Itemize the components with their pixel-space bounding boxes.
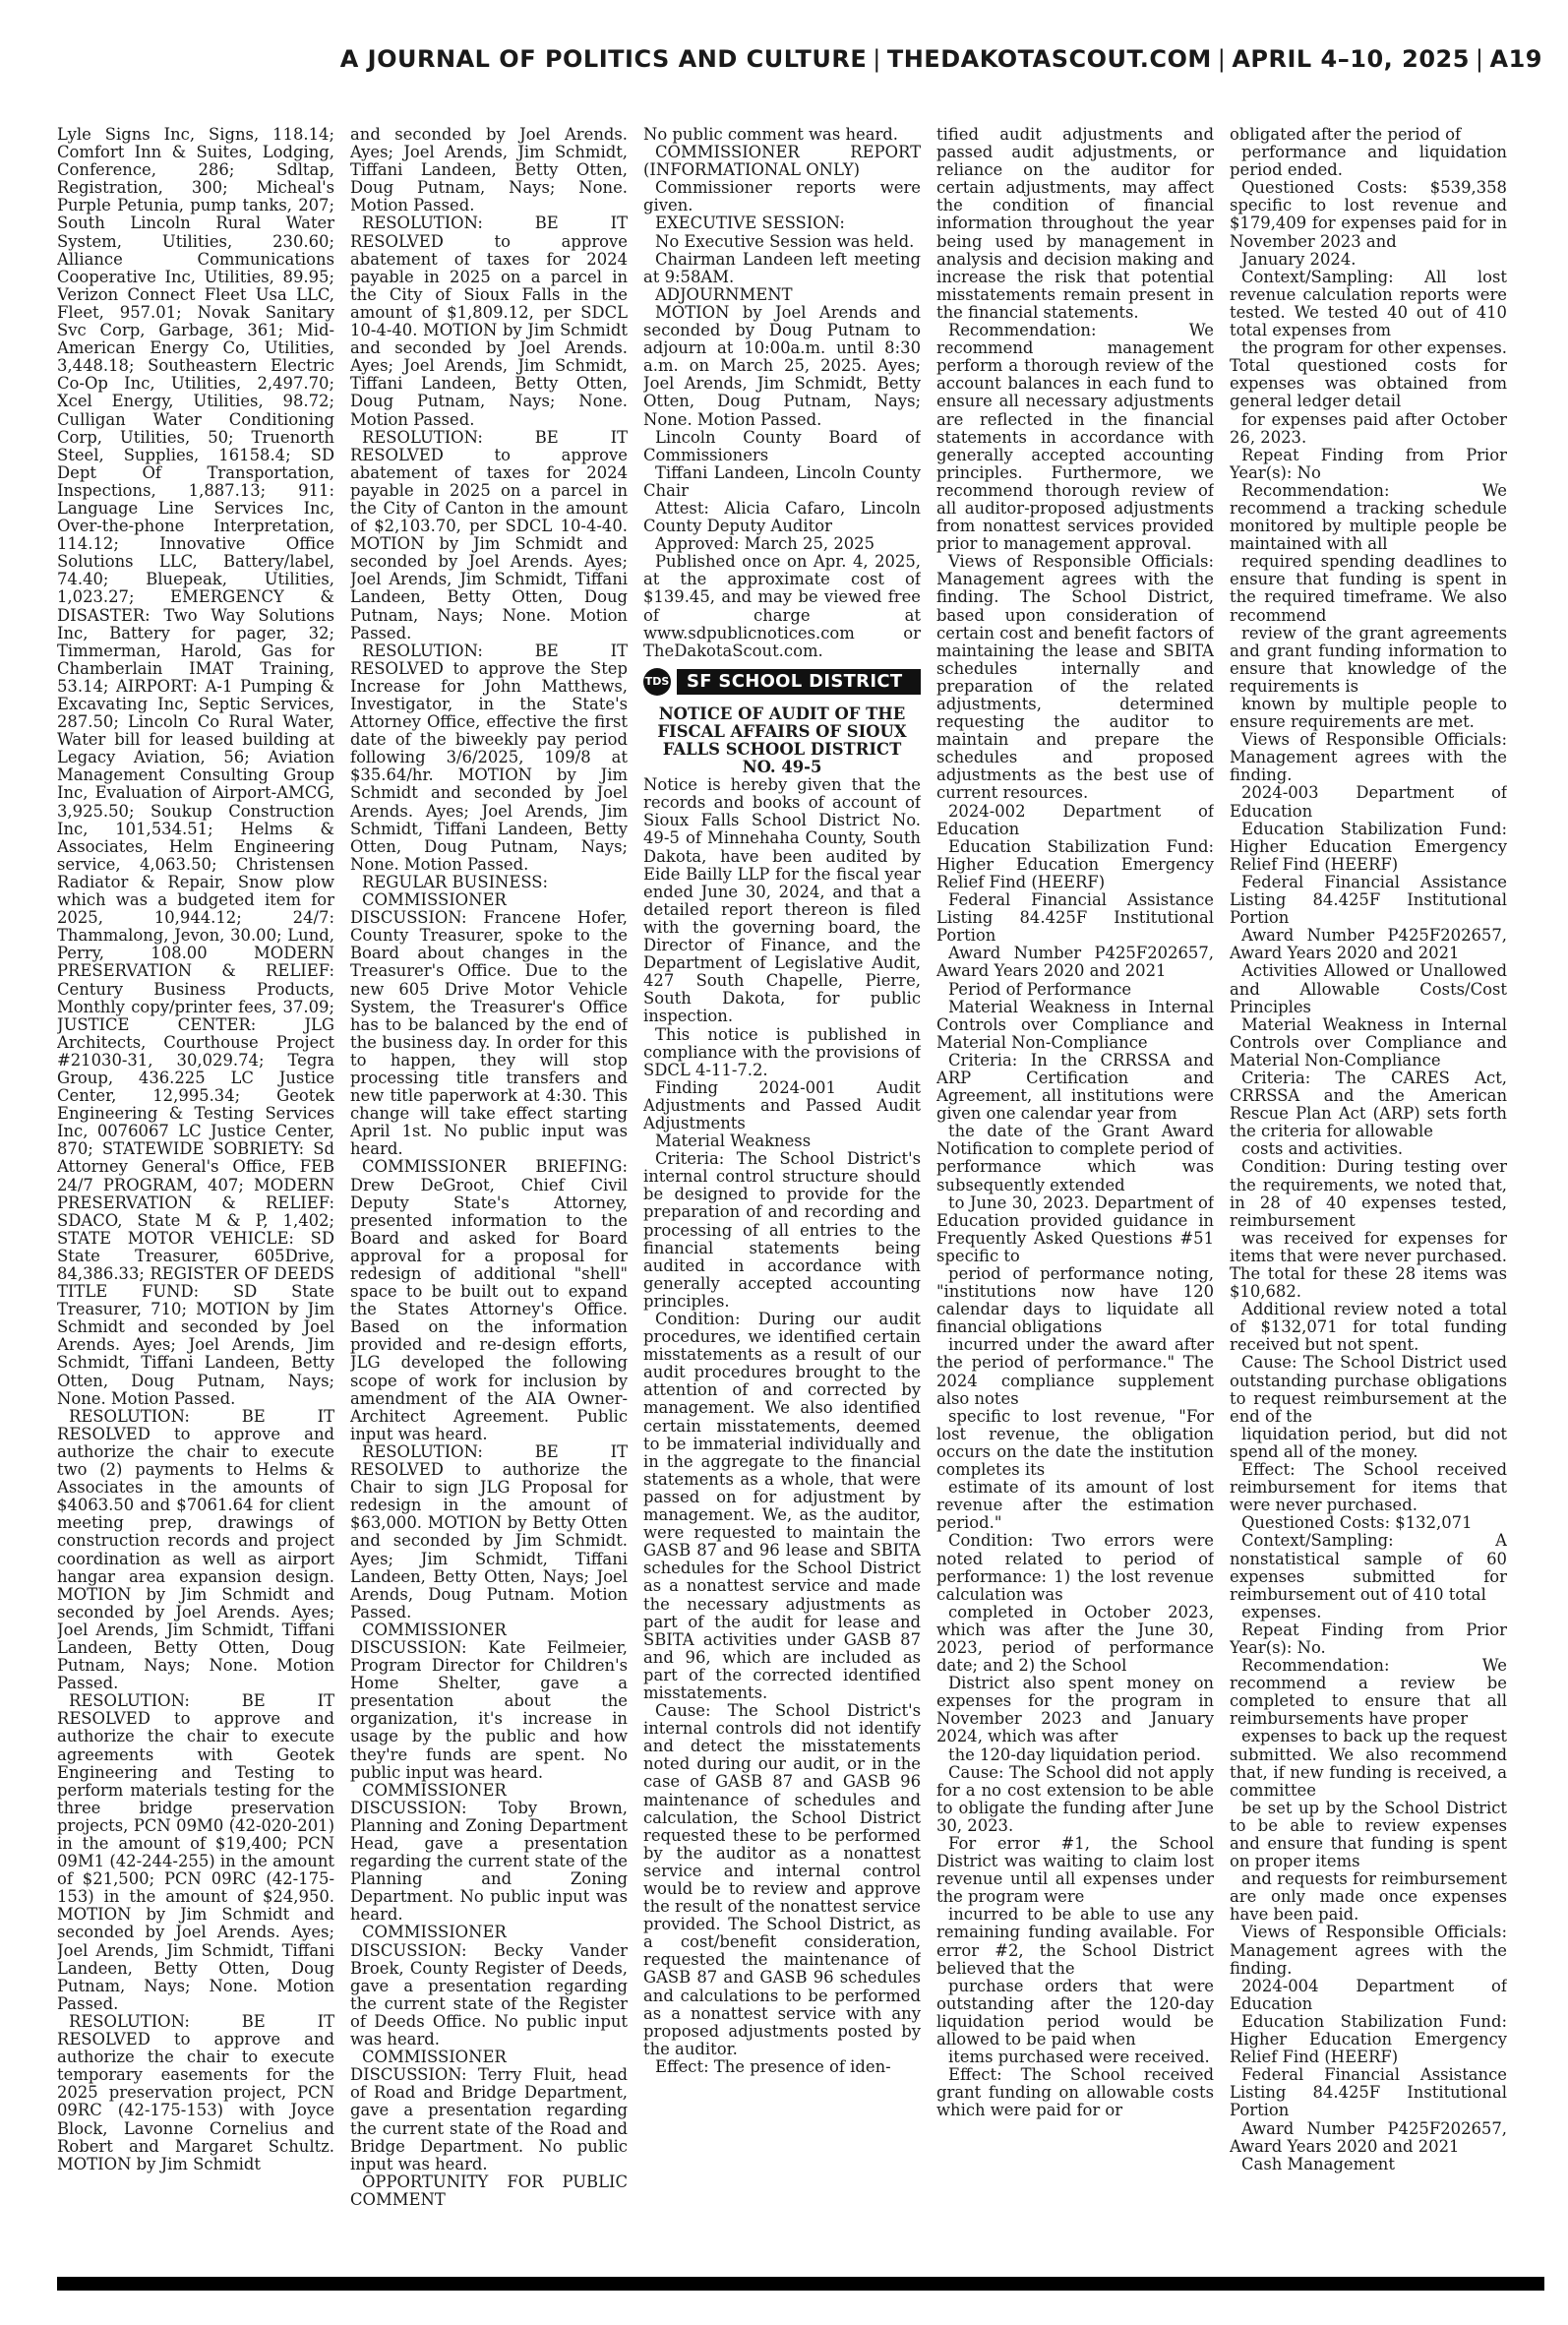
- paragraph: Condition: Two errors were noted related to period of performance: 1) the lost revenue calculation was: [936, 1531, 1214, 1604]
- paragraph: Cash Management: [1241, 2154, 1395, 2173]
- paragraph: the 120-day liquidation period.: [948, 1744, 1201, 1764]
- paragraph: Education Stabilization Fund: Higher Education Emergency Relief Find (HEERF): [1230, 2011, 1507, 2067]
- paragraph: Cause: The School District's internal controls did not identify and detect the misstatements noted during our audit, or in the case of GASB 87 and GASB 96 maintenance of schedules and calculation, the School District requested these to be performed by the auditor as a nonattest service and internal control would be to review and approve the result of the nonattest service provided. The School District, as a cost/benefit consideration, requested the maintenance of GASB 87 and GASB 96 schedules and calculations to be performed as a nonattest service with any proposed adjustments posted by the auditor.: [643, 1701, 921, 2058]
- paragraph: RESOLUTION: BE IT RESOLVED to approve abatement of taxes for 2024 payable in 2025 on a parcel in the City of Canton in the amount of $2,103.70, per SDCL 10-4-40. MOTION by Jim Schmidt and seconded by Joel Arends. Ayes; Joel Arends, Jim Schmidt, Tiffani Landeen, Betty Otten, Doug Putnam, Nays; None. Motion Passed.: [350, 427, 628, 642]
- paragraph: Criteria: In the CRRSSA and ARP Certification and Agreement, all institutions were given one calendar year from: [936, 1050, 1214, 1124]
- page-header: [0, 0, 1568, 110]
- paragraph: 2024-003 Department of Education: [1230, 783, 1507, 821]
- logo-icon: TDS: [643, 668, 671, 696]
- paragraph: COMMISSIONER DISCUSSION: Toby Brown, Planning and Zoning Department Head, gave a presentation regarding the current state of the Planning and Zoning Department. No public input was heard.: [350, 1780, 628, 1925]
- page-number: A19: [1489, 45, 1542, 73]
- paragraph: purchase orders that were outstanding after the 120-day liquidation period would be allowed to be paid when: [936, 1976, 1214, 2050]
- paragraph: costs and activities.: [1241, 1139, 1404, 1159]
- paragraph: ADJOURNMENT: [655, 284, 793, 304]
- paragraph: Effect: The School received grant funding on allowable costs which were paid for or: [936, 2065, 1214, 2120]
- paragraph: Views of Responsible Officials: Management agrees with the finding.: [1230, 1923, 1507, 1978]
- paragraph: District also spent money on expenses for the program in November 2023 and January 2024, which was after: [936, 1674, 1214, 1746]
- paragraph: expenses.: [1241, 1602, 1322, 1621]
- paragraph: Commissioner reports were given.: [643, 178, 921, 215]
- paragraph: Lincoln County Board of Commissioners: [643, 427, 921, 464]
- paragraph: RESOLUTION: BE IT RESOLVED to approve and authorize the chair to execute agreements with Geotek Engineering and Testing to perform materials testing for the three bridge preservation projects, PCN 09M0 (42-020-201) in the amount of $19,400; PCN 09M1 (42-244-255) in the amount of $21,500; PCN 09RC (42-175-153) in the amount of $24,950. MOTION by Jim Schmidt and seconded by Joel Arends. Ayes; Joel Arends, Jim Schmidt, Tiffani Landeen, Betty Otten, Doug Putnam, Nays; None. Motion Passed.: [57, 1691, 334, 2013]
- column-3-bottom: [643, 776, 921, 2076]
- banner-label: SF SCHOOL DISTRICT: [677, 669, 921, 695]
- paragraph: for expenses paid after October 26, 2023.: [1230, 409, 1507, 447]
- paragraph: Activities Allowed or Unallowed and Allowable Costs/Cost Principles: [1230, 961, 1507, 1016]
- paragraph: liquidation period, but did not spend all of the money.: [1230, 1424, 1507, 1461]
- paragraph: Repeat Finding from Prior Year(s): No.: [1230, 1620, 1507, 1657]
- paragraph: Finding 2024-001 Audit Adjustments and Passed Audit Adjustments: [643, 1077, 921, 1132]
- notice-title: NOTICE OF AUDIT OF THE FISCAL AFFAIRS OF SIOUX FALLS SCHOOL DISTRICT NO. 49-5: [657, 704, 907, 777]
- paragraph: COMMISSIONER DISCUSSION: Becky Vander Broek, County Register of Deeds, gave a presentation regarding the current state of the Register of Deeds Office. No public input was heard.: [350, 1923, 628, 2050]
- paragraph: Cause: The School did not apply for a no cost extension to be able to obligate the funding after June 30, 2023.: [936, 1762, 1214, 1835]
- paragraph: Criteria: The CARES Act, CRRSSA and the American Rescue Plan Act (ARP) sets forth the criteria for allowable: [1230, 1068, 1507, 1141]
- paragraph: Context/Sampling: All lost revenue calculation reports were tested. We tested 40 out of 410 total expenses from: [1230, 267, 1507, 340]
- paragraph: Award Number P425F202657, Award Years 2020 and 2021: [936, 944, 1214, 981]
- paragraph: the date of the Grant Award Notification to complete period of performance which was subsequently extended: [936, 1122, 1214, 1194]
- paragraph: No Executive Session was held.: [655, 231, 915, 251]
- paragraph: Award Number P425F202657, Award Years 2020 and 2021: [1230, 926, 1507, 963]
- paragraph: Recommendation: We recommend a review be completed to ensure that all reimbursements have proper: [1230, 1656, 1507, 1729]
- paragraph: RESOLUTION: BE IT RESOLVED to approve abatement of taxes for 2024 payable in 2025 on a parcel in the City of Sioux Falls in the amount of $1,809.12, per SDCL 10-4-40. MOTION by Jim Schmidt and seconded by Joel Arends. Ayes; Joel Arends, Jim Schmidt, Tiffani Landeen, Betty Otten, Doug Putnam, Nays; None. Motion Passed.: [350, 214, 628, 429]
- paragraph: Questioned Costs: $132,071: [1241, 1513, 1473, 1533]
- paragraph: Additional review noted a total of $132,071 for total funding received but not spent.: [1230, 1300, 1507, 1355]
- paragraph: estimate of its amount of lost revenue after the estimation period.": [936, 1478, 1214, 1533]
- paragraph: the program for other expenses. Total questioned costs for expenses was obtained from general ledger detail: [1230, 338, 1507, 411]
- paragraph: incurred to be able to use any remaining funding available. For error #2, the School District believed that the: [936, 1905, 1214, 1978]
- section-banner: [643, 668, 921, 696]
- paragraph: items purchased were received.: [948, 2048, 1210, 2067]
- column-5: [1230, 126, 1507, 2269]
- paragraph: 2024-002 Department of Education: [936, 801, 1214, 838]
- paragraph: Criteria: The School District's internal control structure should be designed to provide for the preparation of and recording and processing of all entries to the financial statements being audited in accordance with generally accepted accounting principles.: [643, 1149, 921, 1311]
- bottom-rule: [57, 2277, 1544, 2291]
- paragraph: REGULAR BUSINESS:: [362, 872, 549, 891]
- paragraph: Period of Performance: [948, 979, 1132, 999]
- paragraph: Recommendation: We recommend management perform a thorough review of the account balances in each fund to ensure all necessary adjustments are reflected in the financial statements in accordance with generally accepted accounting principles. Furthermore, we recommend thorough review of all auditor-proposed adjustments from nonattest services provided prior to management approval.: [936, 321, 1214, 554]
- paragraph: Award Number P425F202657, Award Years 2020 and 2021: [1230, 2118, 1507, 2156]
- paragraph: known by multiple people to ensure requirements are met.: [1230, 695, 1507, 732]
- paragraph: obligated after the period of: [1230, 126, 1462, 144]
- issue-date: APRIL 4–10, 2025: [1232, 45, 1470, 73]
- paragraph: OPPORTUNITY FOR PUBLIC COMMENT: [350, 2172, 628, 2209]
- paragraph: expenses to back up the request submitted. We also recommend that, if new funding is received, a committee: [1230, 1727, 1507, 1800]
- paragraph: EXECUTIVE SESSION:: [655, 214, 845, 233]
- paragraph: required spending deadlines to ensure that funding is spent in the required timeframe. We also recommend: [1230, 552, 1507, 625]
- paragraph: RESOLUTION: BE IT RESOLVED to authorize the Chair to sign JLG Proposal for redesign in the amount of $63,000. MOTION by Betty Otten and seconded by Jim Schmidt. Ayes; Jim Schmidt, Tiffani Landeen, Betty Otten, Nays; Joel Arends, Doug Putnam. Motion Passed.: [350, 1441, 628, 1621]
- paragraph: RESOLUTION: BE IT RESOLVED to approve and authorize the chair to execute temporary easements for the 2025 preservation project, PCN 09RC (42-175-153) with Joyce Block, Lavonne Cornelius and Robert and Margaret Schultz. MOTION by Jim Schmidt: [57, 2011, 334, 2173]
- column-2: [350, 126, 628, 2269]
- paragraph: was received for expenses for items that were never purchased. The total for these 28 items was $10,682.: [1230, 1228, 1507, 1302]
- paragraph: tified audit adjustments and passed audit adjustments, or reliance on the auditor for certain adjustments, may affect the condition of financial information throughout the year being used by management in analysis and decision making and increase the risk that potential misstatements remain present in the financial statements.: [936, 126, 1214, 322]
- article-columns: [57, 126, 1544, 2269]
- paragraph: COMMISSIONER DISCUSSION: Kate Feilmeier, Program Director for Children's Home Shelter, gave a presentation about the organization, it's increase in usage by the public and how they're funds are spent. No public input was heard.: [350, 1620, 628, 1782]
- paragraph: This notice is published in compliance with the provisions of SDCL 4-11-7.2.: [643, 1024, 921, 1079]
- paragraph: Federal Financial Assistance Listing 84.425F Institutional Portion: [936, 890, 1214, 946]
- paragraph: Notice is hereby given that the records and books of account of Sioux Falls School District No. 49-5 of Minnehaha County, South Dakota, have been audited by Eide Bailly LLP for the fiscal year ended June 30, 2024, and that a detailed report thereon is filed with the governing board, the Director of Finance, and the Department of Legislative Audit, 427 South Chapelle, Pierre, South Dakota, for public inspection.: [643, 775, 921, 1026]
- paragraph: COMMISSIONER BRIEFING: Drew DeGroot, Chief Civil Deputy State's Attorney, presented information to the Board and asked for Board approval for a proposal for redesign of additional "shell" space to be built out to expand the States Attorney's Office. Based on the information provided and re-design efforts, JLG developed the following scope of work for inclusion by amendment of the AIA Owner-Architect Agreement. Public input was heard.: [350, 1157, 628, 1443]
- column-4: [936, 126, 1214, 2269]
- paragraph: RESOLUTION: BE IT RESOLVED to approve and authorize the chair to execute two (2) payments to Helms & Associates in the amounts of $4063.50 and $7061.64 for client meeting prep, drawings of construction records and project coordination as well as airport hangar area expansion design. MOTION by Jim Schmidt and seconded by Joel Arends. Ayes; Joel Arends, Jim Schmidt, Tiffani Landeen, Betty Otten, Doug Putnam, Nays; None. Motion Passed.: [57, 1406, 334, 1693]
- paragraph: review of the grant agreements and grant funding information to ensure that knowledge of the requirements is: [1230, 623, 1507, 696]
- paragraph: 2024-004 Department of Education: [1230, 1976, 1507, 2013]
- paragraph: Material Weakness in Internal Controls over Compliance and Material Non-Compliance: [936, 997, 1214, 1052]
- paragraph: For error #1, the School District was waiting to claim lost revenue until all expenses under the program were: [936, 1834, 1214, 1907]
- paragraph: Material Weakness: [655, 1132, 812, 1151]
- column-1: [57, 126, 334, 2269]
- paragraph: to June 30, 2023. Department of Education provided guidance in Frequently Asked Questions #51 specific to: [936, 1193, 1214, 1265]
- site-url[interactable]: THEDAKOTASCOUT.COM: [886, 45, 1212, 73]
- paragraph: Context/Sampling: A nonstatistical sample of 60 expenses submitted for reimbursement out of 410 total: [1230, 1531, 1507, 1604]
- paragraph: COMMISSIONER DISCUSSION: Terry Fluit, head of Road and Bridge Department, gave a presentation regarding the current state of the Road and Bridge Department. No public input was heard.: [350, 2048, 628, 2173]
- paragraph: be set up by the School District to be able to review expenses and ensure that funding is spent on proper items: [1230, 1798, 1507, 1871]
- paragraph: Education Stabilization Fund: Higher Education Emergency Relief Find (HEERF): [936, 836, 1214, 891]
- paragraph: Approved: March 25, 2025: [655, 534, 875, 554]
- paragraph: RESOLUTION: BE IT RESOLVED to approve the Step Increase for John Matthews, Investigator, in the State's Attorney Office, effective the first date of the biweekly pay period following 3/6/2025, 109/8 at $35.64/hr. MOTION by Jim Schmidt and seconded by Joel Arends. Ayes; Joel Arends, Jim Schmidt, Tiffani Landeen, Betty Otten, Doug Putnam, Nays; None. Motion Passed.: [350, 641, 628, 874]
- paragraph: Questioned Costs: $539,358 specific to lost revenue and $179,409 for expenses paid for in November 2023 and: [1230, 178, 1507, 251]
- paragraph: Effect: The School received reimbursement for items that were never purchased.: [1230, 1460, 1507, 1515]
- paragraph: and requests for reimbursement are only made once expenses have been paid.: [1230, 1869, 1507, 1925]
- paragraph: January 2024.: [1241, 249, 1357, 269]
- paragraph: Education Stabilization Fund: Higher Education Emergency Relief Find (HEERF): [1230, 819, 1507, 874]
- paragraph: specific to lost revenue, "For lost revenue, the obligation occurs on the date the institution completes its: [936, 1406, 1214, 1480]
- paragraph: Federal Financial Assistance Listing 84.425F Institutional Portion: [1230, 2065, 1507, 2120]
- paragraph: completed in October 2023, which was after the June 30, 2023, period of performance date; and 2) the School: [936, 1602, 1214, 1676]
- paragraph: Federal Financial Assistance Listing 84.425F Institutional Portion: [1230, 872, 1507, 928]
- paragraph: COMMISSIONER DISCUSSION: Francene Hofer, County Treasurer, spoke to the Board about changes in the Treasurer's Office. Due to the new 605 Drive Motor Vehicle System, the Treasurer's Office has to be balanced by the end of the business day. In order for this to happen, they will stop processing title transfers and new title paperwork at 4:30. This change will take effect starting April 1st. No public input was heard.: [350, 890, 628, 1159]
- paragraph: COMMISSIONER REPORT (INFORMATIONAL ONLY): [643, 143, 921, 180]
- paragraph: Tiffani Landeen, Lincoln County Chair: [643, 462, 921, 500]
- paragraph: period of performance noting, "institutions now have 120 calendar days to liquidate all financial obligations: [936, 1264, 1214, 1337]
- paragraph: Chairman Landeen left meeting at 9:58AM.: [643, 249, 921, 286]
- paragraph: Published once on Apr. 4, 2025, at the approximate cost of $139.45, and may be viewed free of charge at www.sdpublicnotices.com or TheDakotaScout.com.: [643, 552, 921, 660]
- column-3: [643, 126, 921, 2269]
- paragraph: Condition: During our audit procedures, we identified certain misstatements as a result of our audit procedures brought to the attention of and corrected by management. We also identified certain misstatements, deemed to be immaterial individually and in the aggregate to the financial statements as a whole, that were passed on for adjustment by management. We, as the auditor, were requested to maintain the GASB 87 and 96 lease and SBITA schedules for the School District as a nonattest service and made the necessary adjustments as part of the audit for lease and SBITA activities under GASB 87 and 96, which are included as part of the corrected identified misstatements.: [643, 1310, 921, 1702]
- paragraph: Lyle Signs Inc, Signs, 118.14; Comfort Inn & Suites, Lodging, Conference, 286; Sdltap, Registration, 300; Micheal's Purple Petunia, pump tanks, 207; South Lincoln Rural Water System, Utilities, 230.60; Alliance Communications Cooperative Inc, Utilities, 89.95; Verizon Connect Fleet Usa LLC, Fleet, 957.01; Novak Sanitary Svc Corp, Garbage, 361; Mid-American Energy Co, Utilities, 3,448.18; Southeastern Electric Co-Op Inc, Utilities, 2,497.70; Xcel Energy, Utilities, 98.72; Culligan Water Conditioning Corp, Utilities, 50; Truenorth Steel, Supplies, 16158.4; SD Dept Of Transportation, Inspections, 1,887.13; 911: Language Line Services Inc, Over-the-phone Interpretation, 114.12; Innovative Office Solutions LLC, Battery/label, 74.40; Bluepeak, Utilities, 1,023.27; EMERGENCY & DISASTER: Two Way Solutions Inc, Battery for pager, 32; Timmerman, Harold, Gas for Chamberlain IMAT Training, 53.14; AIRPORT: A-1 Pumping & Excavating Inc, Septic Services, 287.50; Lincoln Co Rural Water, Water bill for leased building at Legacy Aviation, 56; Aviation Management Consulting Group Inc, Evaluation of Airport-AMCG, 3,925.50; Soukup Construction Inc, 101,534.51; Helms & Associates, Helm Engineering service, 4,063.50; Christensen Radiator & Repair, Snow plow which was a budgeted item for 2025, 10,944.12; 24/7: Thammalong, Jevon, 30.00; Lund, Perry, 108.00 MODERN PRESERVATION & RELIEF: Century Business Products, Monthly copy/printer fees, 37.09; JUSTICE CENTER: JLG Architects, Courthouse Project #21030-31, 30,029.74; Tegra Group, 436.225 LC Justice Center, 12,995.34; Geotek Engineering & Testing Services Inc, 0076067 LC Justice Center, 870; STATEWIDE SOBRIETY: Sd Attorney General's Office, FEB 24/7 PROGRAM, 407; MODERN PRESERVATION & RELIEF: SDACO, State M & P, 1,402; STATE MOTOR VEHICLE: SD State Treasurer, 605Drive, 84,386.33; REGISTER OF DEEDS TITLE FUND: SD State Treasurer, 710; MOTION by Jim Schmidt and seconded by Joel Arends. Ayes; Joel Arends, Jim Schmidt, Tiffani Landeen, Betty Otten, Doug Putnam, Nays; None. Motion Passed.: [57, 126, 334, 1408]
- paragraph: incurred under the award after the period of performance." The 2024 compliance supplement also notes: [936, 1335, 1214, 1408]
- paragraph: No public comment was heard.: [643, 126, 899, 144]
- paragraph: performance and liquidation period ended.: [1230, 143, 1507, 180]
- paragraph: Cause: The School District used outstanding purchase obligations to request reimbursement at the end of the: [1230, 1353, 1507, 1426]
- paragraph: MOTION by Joel Arends and seconded by Doug Putnam to adjourn at 10:00a.m. until 8:30 a.m. on March 25, 2025. Ayes; Joel Arends, Jim Schmidt, Betty Otten, Doug Putnam, Nays; None. Motion Passed.: [643, 302, 921, 429]
- paragraph: Condition: During testing over the requirements, we noted that, in 28 of 40 expenses tested, reimbursement: [1230, 1157, 1507, 1230]
- paragraph: and seconded by Joel Arends. Ayes; Joel Arends, Jim Schmidt, Tiffani Landeen, Betty Otten, Doug Putnam, Nays; None. Motion Passed.: [350, 126, 628, 215]
- paragraph: Views of Responsible Officials: Management agrees with the finding. The School District, based upon consideration of certain cost and benefit factors of maintaining the lease and SBITA schedules internally and preparation of the related adjustments, determined requesting the auditor to maintain and prepare the schedules and proposed adjustments as the best use of current resources.: [936, 552, 1214, 803]
- paragraph: Recommendation: We recommend a tracking schedule monitored by multiple people be maintained with all: [1230, 480, 1507, 554]
- paragraph: Repeat Finding from Prior Year(s): No: [1230, 445, 1507, 482]
- journal-tagline: A JOURNAL OF POLITICS AND CULTURE: [339, 45, 868, 73]
- column-3-top: [643, 126, 921, 660]
- paragraph: Effect: The presence of iden-: [655, 2056, 891, 2076]
- paragraph: Views of Responsible Officials: Management agrees with the finding.: [1230, 730, 1507, 785]
- header-text: A JOURNAL OF POLITICS AND CULTURE | THEDAKOTASCOUT.COM | APRIL 4–10, 2025 | A19: [339, 45, 1542, 73]
- paragraph: Material Weakness in Internal Controls over Compliance and Material Non-Compliance: [1230, 1014, 1507, 1070]
- paragraph: Attest: Alicia Cafaro, Lincoln County Deputy Auditor: [643, 498, 921, 536]
